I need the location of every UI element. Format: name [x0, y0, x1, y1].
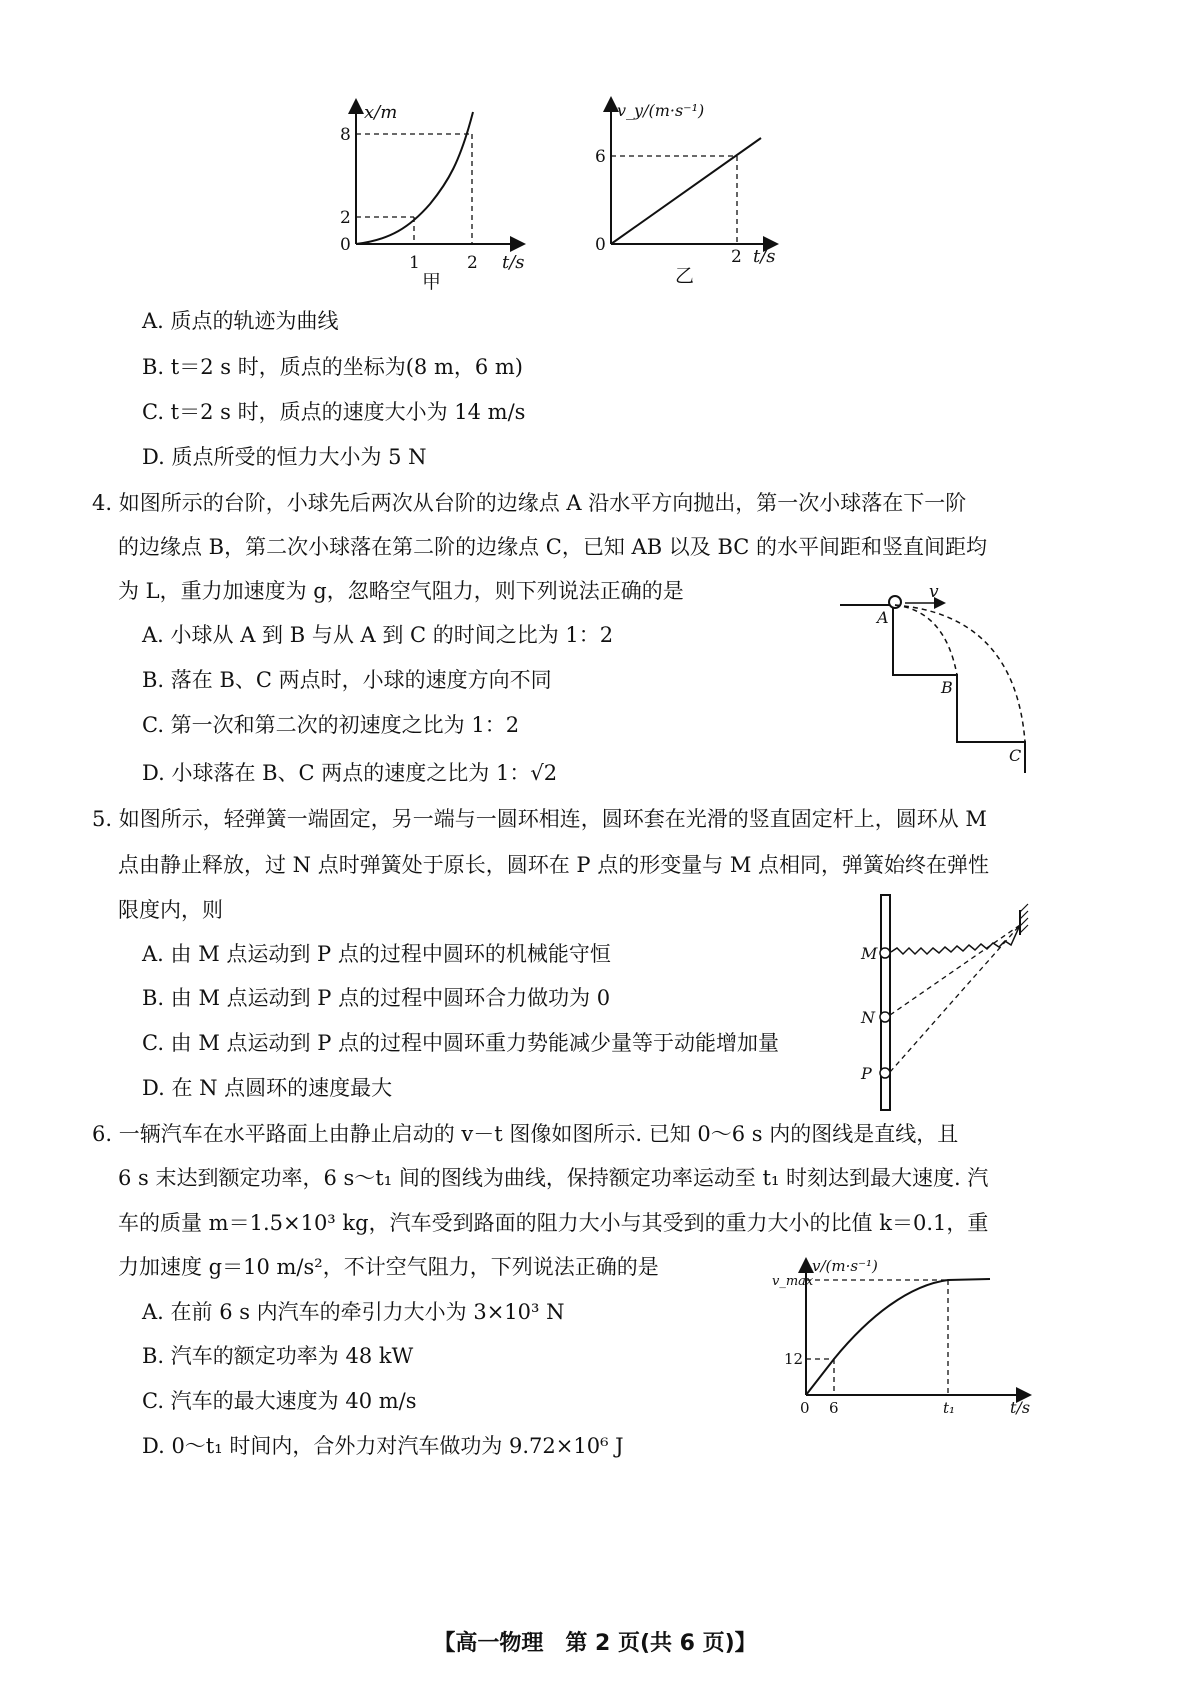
svg-text:t/s: t/s — [1010, 1398, 1031, 1417]
q3-option-d: D. 质点所受的恒力大小为 5 N — [142, 445, 427, 469]
figure-jia-x-t-graph — [330, 92, 530, 292]
svg-text:6: 6 — [595, 147, 606, 167]
q4-stem-line-2: 的边缘点 B，第二次小球落在第二阶的边缘点 C，已知 AB 以及 BC 的水平间距和竖直间距均 — [118, 535, 988, 559]
svg-text:v: v — [929, 585, 939, 602]
svg-text:0: 0 — [595, 235, 606, 255]
figure-q6-v-t-graph — [770, 1255, 1040, 1420]
q6-stem-line-1: 6. 一辆汽车在水平路面上由静止启动的 v－t 图像如图所示. 已知 0～6 s 内的图线是直线，且 — [92, 1122, 959, 1146]
figure-q4-steps — [835, 585, 1040, 785]
q5-option-b: B. 由 M 点运动到 P 点的过程中圆环合力做功为 0 — [142, 986, 611, 1010]
figure-yi-vy-t-graph — [585, 92, 785, 292]
q6-option-d: D. 0～t₁ 时间内，合外力对汽车做功为 9.72×10⁶ J — [142, 1434, 624, 1458]
q5-option-a: A. 由 M 点运动到 P 点的过程中圆环的机械能守恒 — [142, 942, 611, 966]
svg-text:C: C — [1009, 746, 1022, 765]
svg-text:t/s: t/s — [502, 252, 525, 273]
ring-m — [880, 948, 890, 958]
q5-option-d: D. 在 N 点圆环的速度最大 — [142, 1076, 393, 1100]
svg-text:2: 2 — [340, 208, 351, 228]
svg-text:A: A — [877, 608, 889, 627]
q3-option-c: C. t＝2 s 时，质点的速度大小为 14 m/s — [142, 400, 526, 424]
page-footer: 【高一物理 第 2 页(共 6 页)】 — [433, 1631, 757, 1656]
x-t-curve — [356, 112, 473, 244]
q3-option-a: A. 质点的轨迹为曲线 — [142, 309, 339, 333]
svg-text:0: 0 — [340, 235, 351, 255]
q4-option-c: C. 第一次和第二次的初速度之比为 1：2 — [142, 713, 520, 737]
ring-p — [880, 1068, 890, 1078]
q4-option-d: D. 小球落在 B、C 两点的速度之比为 1：√2 — [142, 761, 558, 785]
svg-text:v/(m·s⁻¹): v/(m·s⁻¹) — [812, 1257, 878, 1275]
svg-text:M: M — [861, 944, 878, 963]
svg-text:2: 2 — [731, 247, 742, 267]
svg-text:0: 0 — [800, 1399, 810, 1417]
yi-caption: 乙 — [675, 265, 695, 287]
q6-option-c: C. 汽车的最大速度为 40 m/s — [142, 1389, 417, 1413]
svg-text:t₁: t₁ — [943, 1399, 956, 1417]
q6-stem-line-2: 6 s 末达到额定功率，6 s～t₁ 间的图线为曲线，保持额定功率运动至 t₁ 时刻达到最大速度. 汽 — [118, 1166, 989, 1190]
svg-text:6: 6 — [829, 1399, 839, 1417]
q5-stem-line-3: 限度内，则 — [118, 898, 223, 922]
svg-text:v_max: v_max — [772, 1274, 814, 1289]
svg-text:12: 12 — [784, 1350, 804, 1368]
svg-text:t/s: t/s — [753, 246, 776, 267]
q4-option-b: B. 落在 B、C 两点时，小球的速度方向不同 — [142, 668, 552, 692]
svg-text:P: P — [861, 1064, 872, 1083]
q6-option-a: A. 在前 6 s 内汽车的牵引力大小为 3×10³ N — [142, 1300, 565, 1324]
q4-stem-line-3: 为 L，重力加速度为 g，忽略空气阻力，则下列说法正确的是 — [118, 579, 684, 603]
q6-stem-line-4: 力加速度 g＝10 m/s²，不计空气阻力，下列说法正确的是 — [118, 1255, 659, 1279]
q6-stem-line-3: 车的质量 m＝1.5×10³ kg，汽车受到路面的阻力大小与其受到的重力大小的比值 k＝0.1，重 — [118, 1211, 989, 1235]
q3-option-b: B. t＝2 s 时，质点的坐标为(8 m，6 m) — [142, 355, 523, 379]
svg-text:1: 1 — [409, 253, 420, 273]
q4-option-a: A. 小球从 A 到 B 与从 A 到 C 的时间之比为 1：2 — [142, 623, 614, 647]
q6-option-b: B. 汽车的额定功率为 48 kW — [142, 1344, 414, 1368]
trajectory-to-c — [895, 605, 1025, 742]
jia-caption: 甲 — [422, 271, 442, 292]
svg-text:8: 8 — [340, 125, 351, 145]
svg-text:N: N — [861, 1008, 875, 1027]
trajectory-to-b — [895, 605, 957, 675]
spring — [891, 925, 1020, 954]
q5-stem-line-1: 5. 如图所示，轻弹簧一端固定，另一端与一圆环相连，圆环套在光滑的竖直固定杆上，圆环从 M — [92, 807, 987, 831]
svg-text:v_y/(m·s⁻¹): v_y/(m·s⁻¹) — [617, 101, 705, 120]
vy-t-line — [611, 138, 761, 244]
q4-stem-line-1: 4. 如图所示的台阶，小球先后两次从台阶的边缘点 A 沿水平方向抛出，第一次小球落在下一阶 — [92, 491, 967, 515]
q5-option-c: C. 由 M 点运动到 P 点的过程中圆环重力势能减少量等于动能增加量 — [142, 1031, 780, 1055]
figure-q5-spring-rod — [845, 890, 1045, 1115]
q5-stem-line-2: 点由静止释放，过 N 点时弹簧处于原长，圆环在 P 点的形变量与 M 点相同，弹簧始终在弹性 — [118, 853, 990, 877]
svg-text:2: 2 — [467, 253, 478, 273]
ring-n — [880, 1012, 890, 1022]
jia-ylabel: x/m — [364, 102, 398, 123]
svg-text:B: B — [941, 678, 953, 697]
